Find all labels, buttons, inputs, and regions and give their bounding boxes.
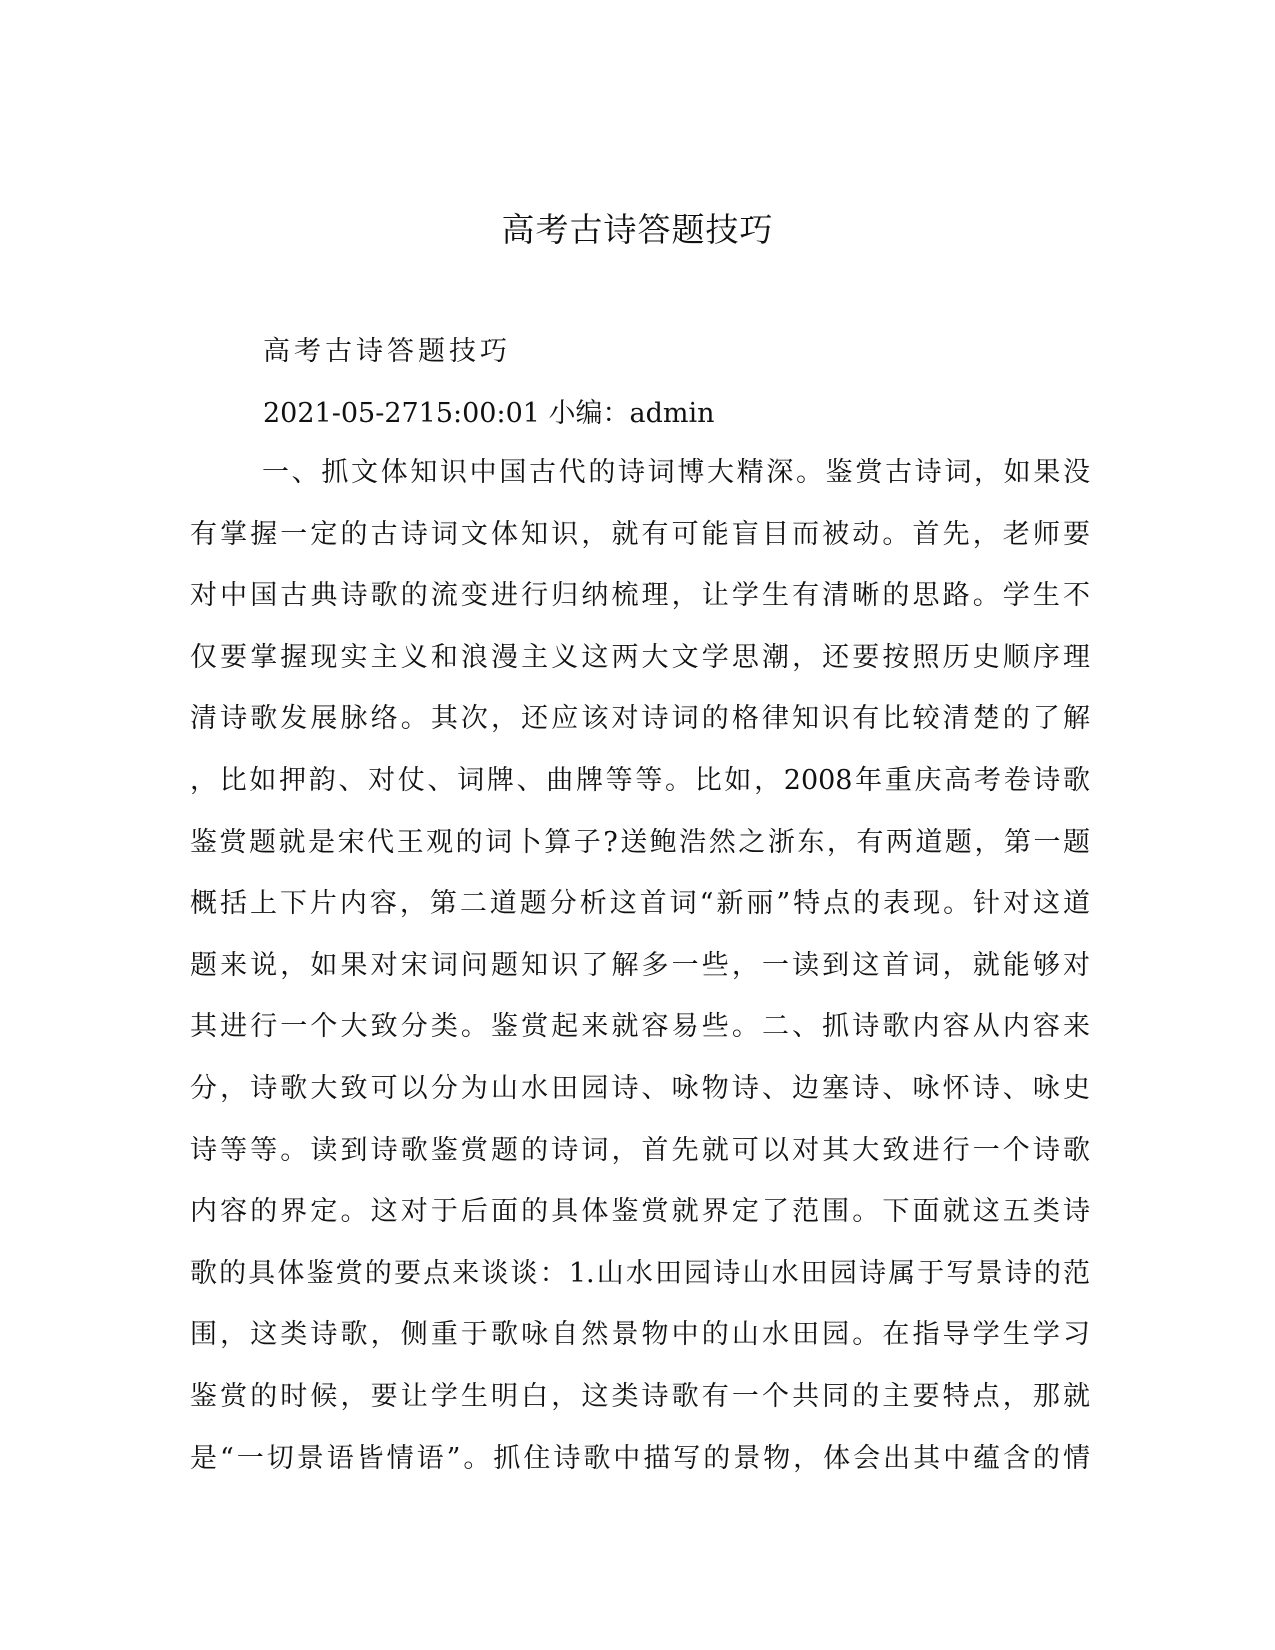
body-line: 鉴赏题就是宋代王观的词卜算子?送鲍浩然之浙东，有两道题，第一题	[190, 826, 1090, 858]
publish-meta: 2021-05-2715:00:01 小编：admin	[263, 398, 715, 429]
body-line: ，比如押韵、对仗、词牌、曲牌等等。比如，2008年重庆高考卷诗歌	[190, 764, 1090, 796]
body-line: 歌的具体鉴赏的要点来谈谈：1.山水田园诗山水田园诗属于写景诗的范	[190, 1257, 1090, 1289]
body-line: 有掌握一定的古诗词文体知识，就有可能盲目而被动。首先，老师要	[190, 518, 1090, 550]
document-subtitle: 高考古诗答题技巧	[263, 336, 511, 367]
body-line: 清诗歌发展脉络。其次，还应该对诗词的格律知识有比较清楚的了解	[190, 703, 1090, 735]
body-line: 是“一切景语皆情语”。抓住诗歌中描写的景物，体会出其中蕴含的情	[190, 1442, 1090, 1474]
body-line: 内容的界定。这对于后面的具体鉴赏就界定了范围。下面就这五类诗	[190, 1196, 1090, 1228]
body-line: 题来说，如果对宋词问题知识了解多一些，一读到这首词，就能够对	[190, 949, 1090, 981]
body-line: 一、抓文体知识中国古代的诗词博大精深。鉴赏古诗词，如果没	[262, 457, 1090, 488]
document-title: 高考古诗答题技巧	[501, 210, 774, 249]
body-text	[190, 455, 1090, 1502]
body-line: 其进行一个大致分类。鉴赏起来就容易些。二、抓诗歌内容从内容来	[190, 1011, 1090, 1043]
body-line: 概括上下片内容，第二道题分析这首词“新丽”特点的表现。针对这道	[190, 888, 1090, 920]
body-line: 对中国古典诗歌的流变进行归纳梳理，让学生有清晰的思路。学生不	[190, 580, 1090, 612]
body-line: 仅要掌握现实主义和浪漫主义这两大文学思潮，还要按照历史顺序理	[190, 641, 1090, 673]
body-line: 鉴赏的时候，要让学生明白，这类诗歌有一个共同的主要特点，那就	[190, 1380, 1090, 1412]
body-line: 围，这类诗歌，侧重于歌咏自然景物中的山水田园。在指导学生学习	[190, 1319, 1090, 1351]
body-line: 分，诗歌大致可以分为山水田园诗、咏物诗、边塞诗、咏怀诗、咏史	[190, 1072, 1090, 1104]
body-line: 诗等等。读到诗歌鉴赏题的诗词，首先就可以对其大致进行一个诗歌	[190, 1134, 1090, 1166]
